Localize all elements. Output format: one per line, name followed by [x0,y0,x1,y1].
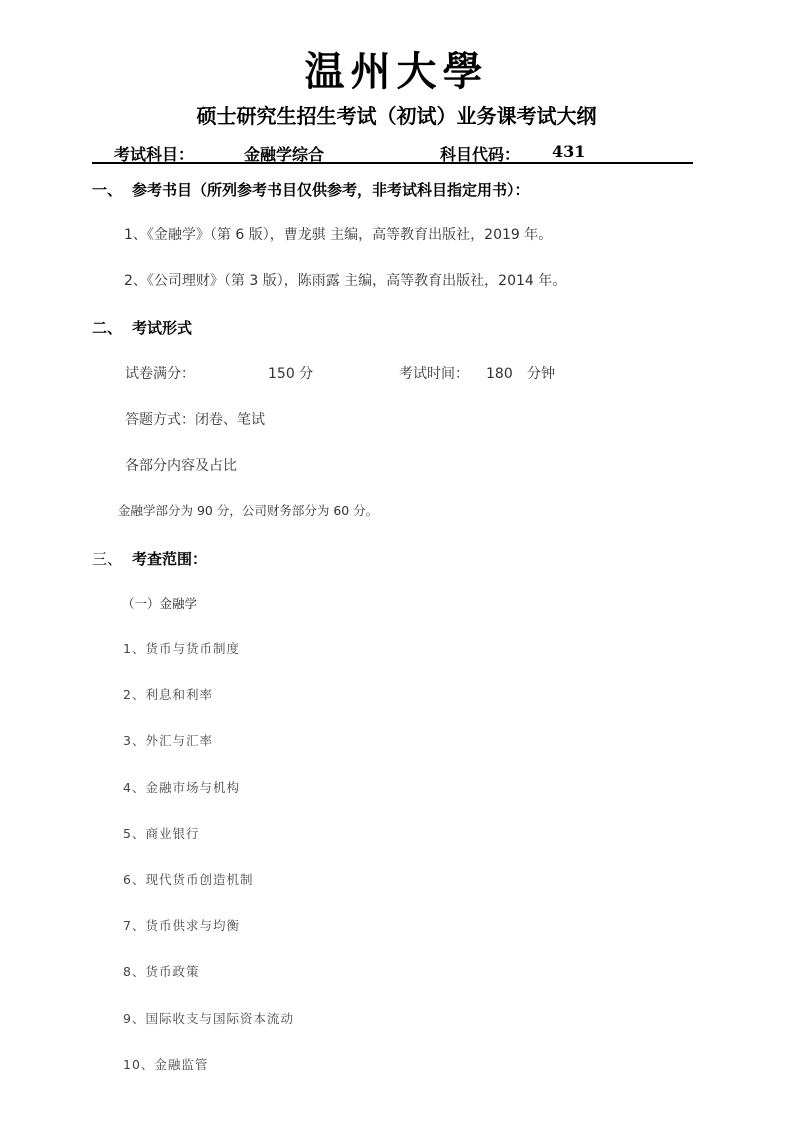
list-item: 9、国际收支与国际资本流动 [123,1011,294,1026]
book-item: 1、《金融学》（第 6 版），曹龙骐 主编，高等教育出版社，2019 年。 [124,227,553,243]
list-item: 7、货币供求与均衡 [123,918,240,933]
subject-line [92,140,693,164]
university-logo: 温州大學 [304,48,489,95]
subject-label: 考试科目： [114,145,195,164]
section2-number: 二、 [92,319,123,337]
list-item: 3、外汇与汇率 [123,733,213,748]
section1-title: 参考书目（所列参考书目仅供参考，非考试科目指定用书）： [132,181,530,199]
subject-value: 金融学综合 [244,145,325,164]
book-item: 2、《公司理财》（第 3 版），陈雨露 主编，高等教育出版社，2014 年。 [124,273,567,289]
document-title: 硕士研究生招生考试（初试）业务课考试大纲 [196,104,597,128]
list-item: 4、金融市场与机构 [123,780,240,795]
list-item: 2、利息和利率 [123,687,213,702]
answer-mode: 答题方式：闭卷、笔试 [125,412,265,428]
section1-number: 一、 [92,181,123,199]
parts-detail: 金融学部分为 90 分，公司财务部分为 60 分。 [118,503,379,518]
list-item: 1、货币与货币制度 [123,641,240,656]
parts-label: 各部分内容及占比 [125,458,237,474]
full-score-label: 试卷满分： [125,366,195,382]
section3-title: 考查范围： [132,550,208,568]
code-label: 科目代码： [440,145,521,164]
list-item: 6、现代货币创造机制 [123,872,254,887]
list-item: 8、货币政策 [123,964,200,979]
list-item: 10、金融监管 [123,1057,209,1072]
section3-number: 三、 [92,550,123,568]
full-score-value: 150 分 [268,366,314,382]
code-value: 431 [552,142,586,161]
exam-time-label: 考试时间： [399,366,469,382]
subsection-title: （一）金融学 [122,596,198,611]
exam-time-value: 180 [486,366,513,382]
section2-title: 考试形式 [132,319,193,337]
exam-time-unit: 分钟 [527,366,555,382]
list-item: 5、商业银行 [123,826,200,841]
